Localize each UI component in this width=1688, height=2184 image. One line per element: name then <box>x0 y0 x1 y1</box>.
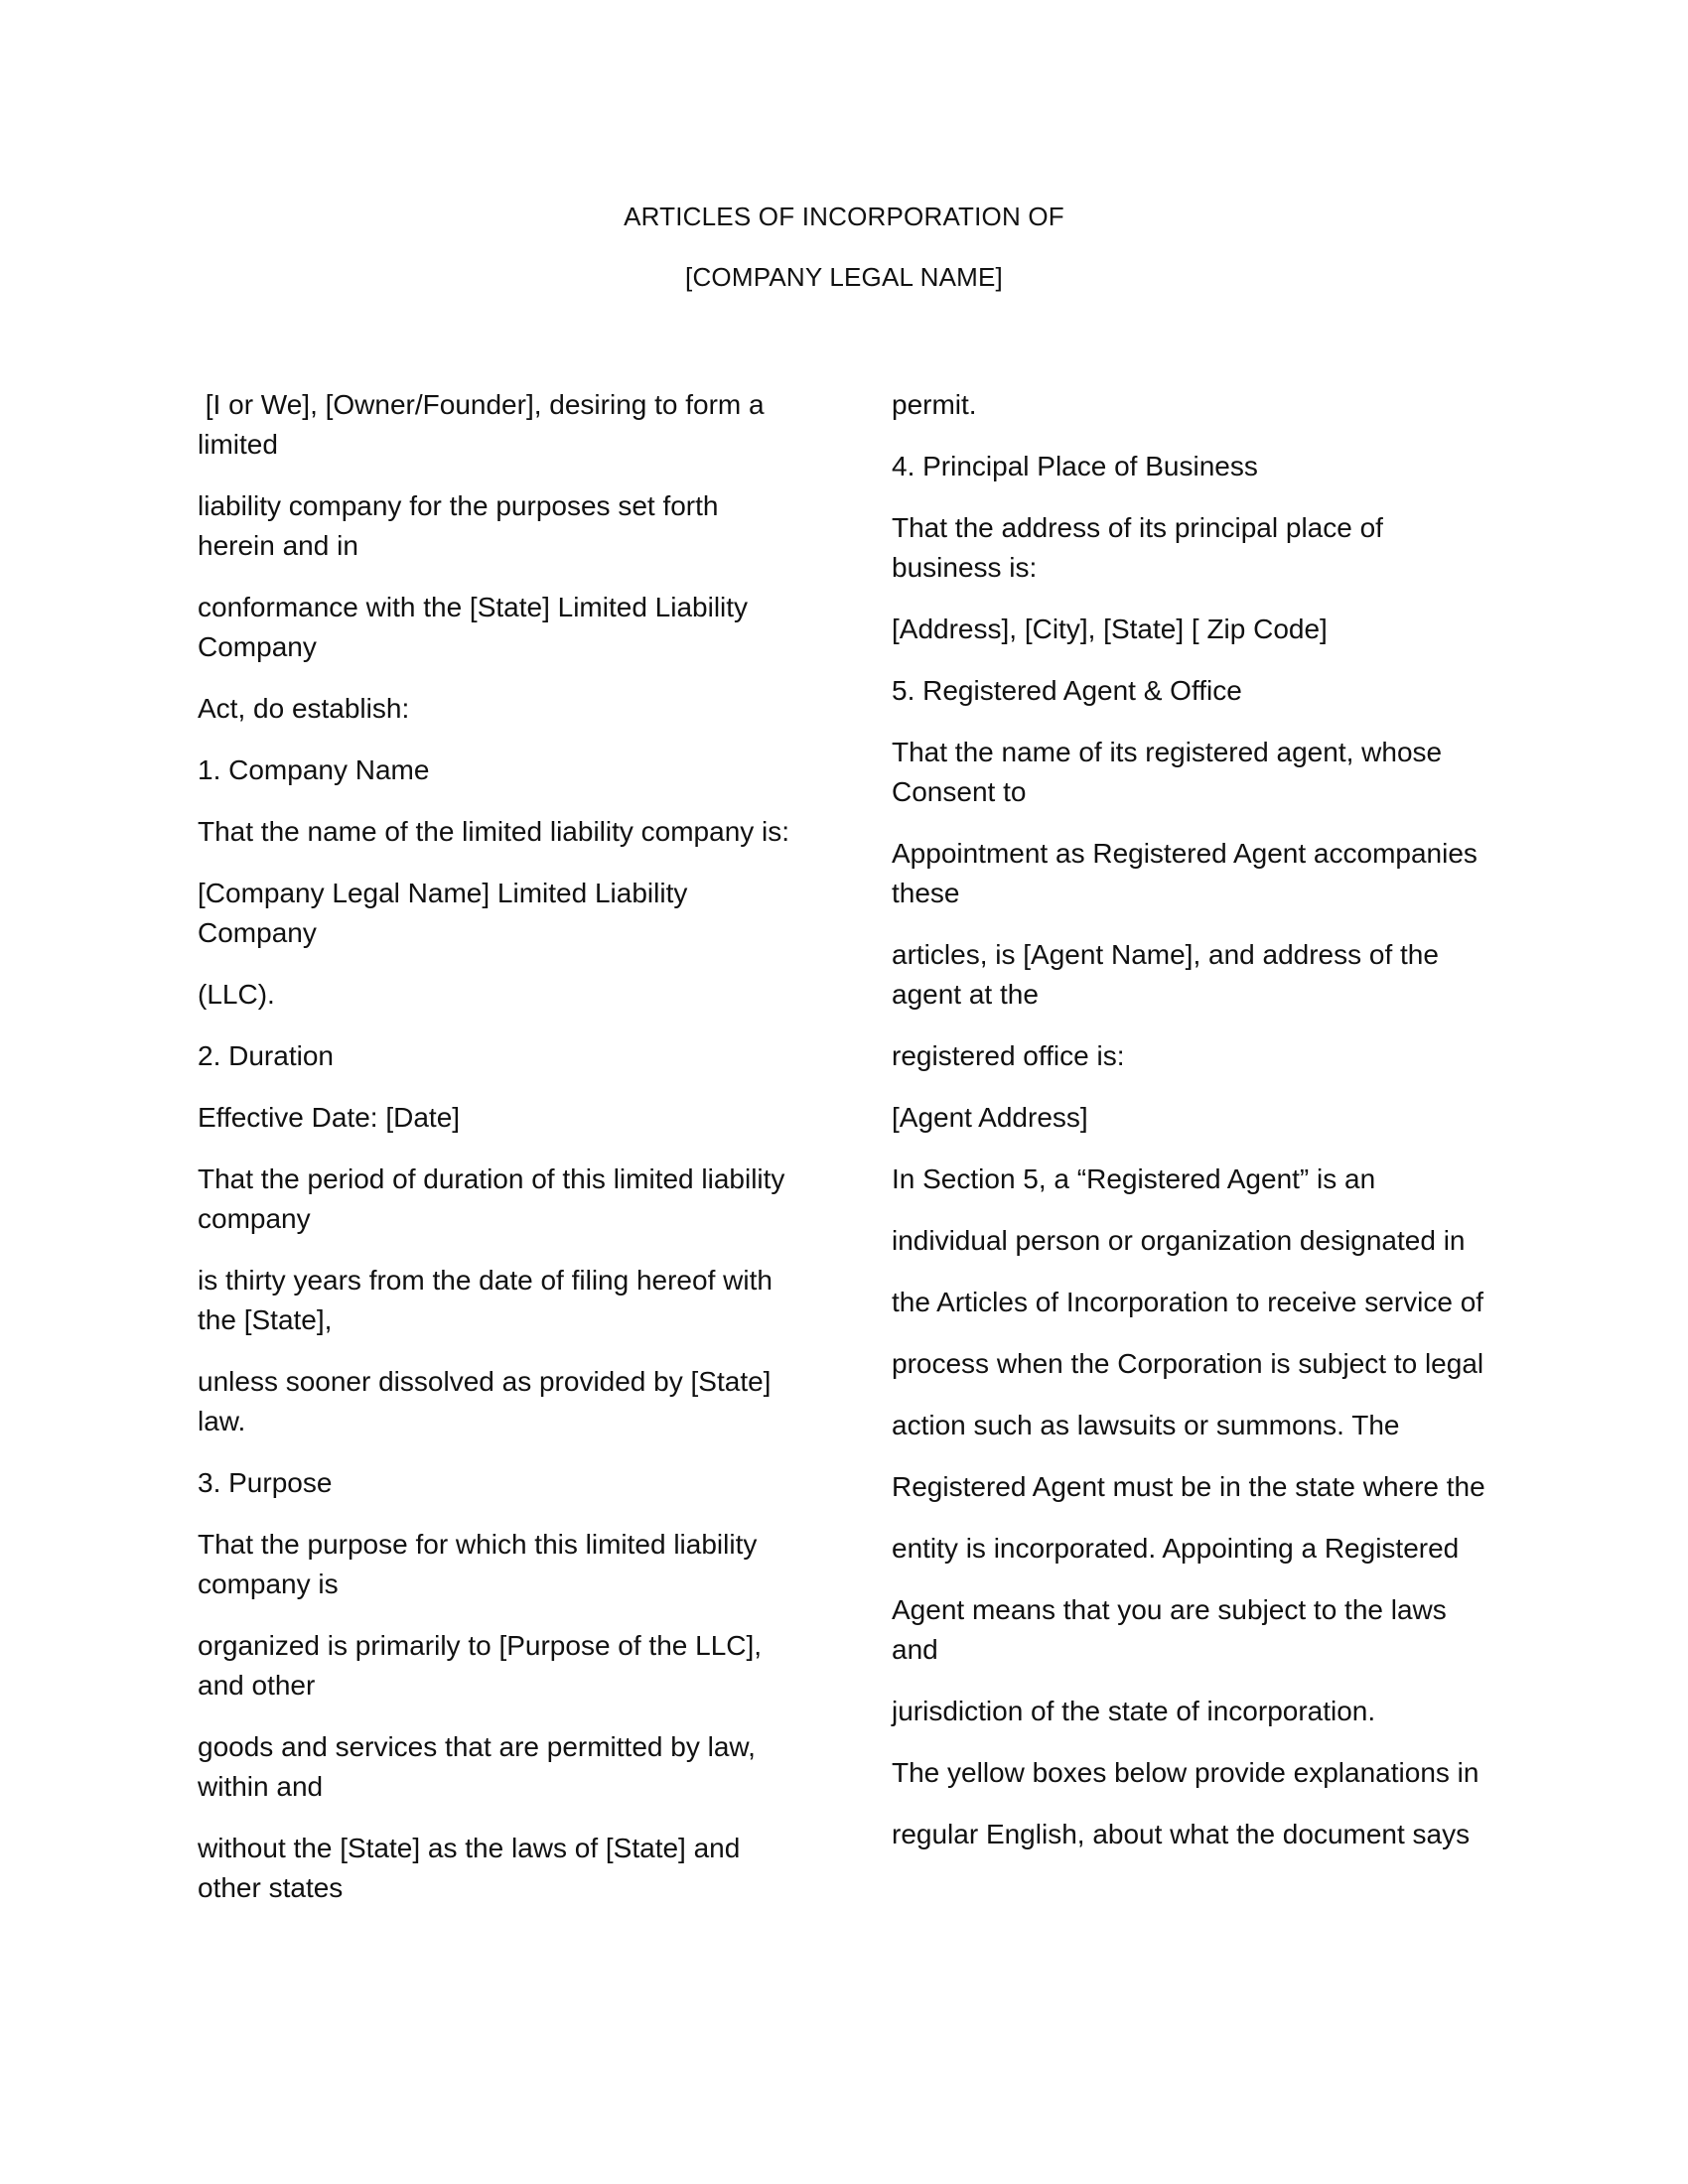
paragraph: [Company Legal Name] Limited Liability Company <box>198 878 688 948</box>
paragraph: goods and services that are permitted by law, within and <box>198 1731 756 1802</box>
right-column <box>892 385 1497 1876</box>
paragraph: (LLC). <box>198 979 275 1010</box>
paragraph: jurisdiction of the state of incorporation. <box>892 1696 1376 1726</box>
paragraph: the Articles of Incorporation to receive service of <box>892 1287 1484 1317</box>
paragraph: without the [State] as the laws of [State] and other states <box>198 1833 741 1903</box>
paragraph: That the name of its registered agent, whose Consent to <box>892 737 1443 807</box>
paragraph: individual person or organization designated in <box>892 1225 1466 1256</box>
paragraph: permit. <box>892 389 977 420</box>
paragraph: In Section 5, a “Registered Agent” is an <box>892 1163 1376 1194</box>
paragraph: is thirty years from the date of filing hereof with the [State], <box>198 1265 773 1335</box>
paragraph: That the address of its principal place of business is: <box>892 512 1383 583</box>
paragraph: organized is primarily to [Purpose of the LLC], and other <box>198 1630 763 1701</box>
paragraph: liability company for the purposes set forth herein and in <box>198 490 719 561</box>
paragraph: Effective Date: [Date] <box>198 1102 461 1133</box>
paragraph: unless sooner dissolved as provided by [State] law. <box>198 1366 772 1436</box>
left-column <box>198 385 803 1930</box>
section-heading-company-name: 1. Company Name <box>198 754 430 785</box>
paragraph: That the name of the limited liability company is: <box>198 816 790 847</box>
paragraph: [Agent Address] <box>892 1102 1088 1133</box>
document-title: ARTICLES OF INCORPORATION OF <box>624 202 1064 231</box>
paragraph: process when the Corporation is subject to legal <box>892 1348 1484 1379</box>
paragraph: entity is incorporated. Appointing a Registered <box>892 1533 1460 1564</box>
section-heading-registered-agent: 5. Registered Agent & Office <box>892 675 1242 706</box>
paragraph: action such as lawsuits or summons. The <box>892 1410 1400 1440</box>
section-heading-duration: 2. Duration <box>198 1040 334 1071</box>
paragraph: The yellow boxes below provide explanations in <box>892 1757 1479 1788</box>
paragraph: That the purpose for which this limited liability company is <box>198 1529 758 1599</box>
paragraph: Act, do establish: <box>198 693 410 724</box>
paragraph: articles, is [Agent Name], and address of the agent at the <box>892 939 1439 1010</box>
paragraph: [I or We], [Owner/Founder], desiring to form a limited <box>198 389 773 460</box>
paragraph: [Address], [City], [State] [ Zip Code] <box>892 614 1328 644</box>
paragraph: Registered Agent must be in the state where the <box>892 1471 1485 1502</box>
paragraph: registered office is: <box>892 1040 1125 1071</box>
company-name-placeholder: [COMPANY LEGAL NAME] <box>685 262 1003 292</box>
section-heading-purpose: 3. Purpose <box>198 1467 333 1498</box>
paragraph: Agent means that you are subject to the laws and <box>892 1594 1447 1665</box>
paragraph: regular English, about what the document says <box>892 1819 1471 1849</box>
paragraph: That the period of duration of this limited liability company <box>198 1163 785 1234</box>
paragraph: conformance with the [State] Limited Liability Company <box>198 592 749 662</box>
paragraph: Appointment as Registered Agent accompanies these <box>892 838 1477 908</box>
section-heading-principal-place: 4. Principal Place of Business <box>892 451 1258 481</box>
